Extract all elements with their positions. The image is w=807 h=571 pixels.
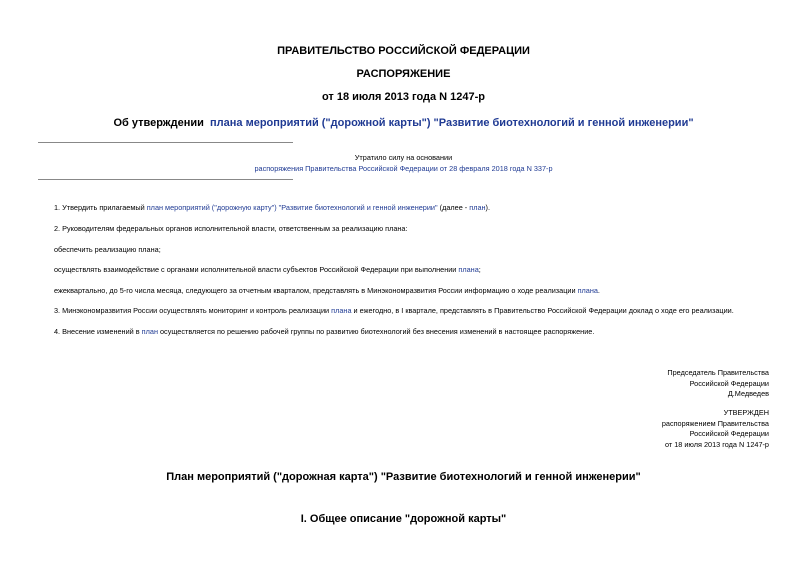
approval-block [662, 408, 769, 451]
paragraph-1: 1. Утвердить прилагаемый план мероприятий ("дорожную карту") "Развитие биотехнологий и генной инженерии" (далее - план). [54, 203, 491, 212]
notice-bottom-rule [38, 179, 293, 180]
doc-date-heading: от 18 июля 2013 года N 1247-р [321, 91, 486, 103]
paragraph-6: 3. Минэкономразвития России осуществлять мониторинг и контроль реализации плана и ежегодно, в I квартале, представлять в Правительство Российской Федерации доклад о ходе его реализации. [54, 306, 734, 315]
plan-link[interactable]: план мероприятий ("дорожную карту") "Развитие биотехнологий и генной инженерии" [146, 203, 438, 212]
section-heading: I. Общее описание "дорожной карты" [300, 513, 507, 525]
invalidity-notice [0, 153, 807, 174]
plan-link[interactable]: плана [331, 306, 352, 315]
approval-country: Российской Федерации [689, 429, 769, 439]
notice-text: Утратило силу на основании [354, 153, 453, 162]
approval-authority: распоряжением Правительства [661, 418, 769, 428]
notice-top-rule [38, 142, 293, 143]
signature-country: Российской Федерации [689, 378, 769, 388]
government-heading: ПРАВИТЕЛЬСТВО РОССИЙСКОЙ ФЕДЕРАЦИИ [277, 45, 530, 57]
plan-title: План мероприятий ("дорожная карта") "Развитие биотехнологий и генной инженерии" [166, 471, 641, 483]
plan-link[interactable]: плана [577, 286, 598, 295]
notice-decree-link[interactable]: распоряжения Правительства Российской Федерации от 28 февраля 2018 года N 337-р [254, 163, 553, 173]
doc-type-heading: РАСПОРЯЖЕНИЕ [356, 68, 451, 80]
signature-block [667, 368, 769, 400]
paragraph-7: 4. Внесение изменений в план осуществляется по решению рабочей группы по развитию биотехнологий без внесения изменений в настоящее распоряжение. [54, 327, 595, 336]
paragraph-3: обеспечить реализацию плана; [54, 245, 161, 254]
signature-position: Председатель Правительства [667, 368, 769, 377]
approval-date: от 18 июля 2013 года N 1247-р [664, 440, 769, 450]
document-title [0, 117, 807, 129]
title-plan-link[interactable]: плана мероприятий ("дорожной карты") "Развитие биотехнологий и генной инженерии" [210, 117, 694, 129]
paragraph-4: осуществлять взаимодействие с органами исполнительной власти субъектов Российской Федерации при выполнении плана; [54, 265, 481, 274]
paragraph-2: 2. Руководителям федеральных органов исполнительной власти, ответственным за реализацию плана: [54, 224, 408, 233]
plan-link[interactable]: плана [458, 265, 479, 274]
approval-label: УТВЕРЖДЕН [723, 408, 769, 417]
plan-link[interactable]: план [141, 327, 158, 336]
signature-name: Д.Медведев [727, 389, 769, 399]
title-prefix: Об утверждении [113, 117, 204, 129]
paragraph-5: ежеквартально, до 5-го числа месяца, следующего за отчетным кварталом, представлять в Минэкономразвития России информацию о ходе реализации плана. [54, 286, 600, 295]
plan-short-link[interactable]: план [469, 203, 486, 212]
